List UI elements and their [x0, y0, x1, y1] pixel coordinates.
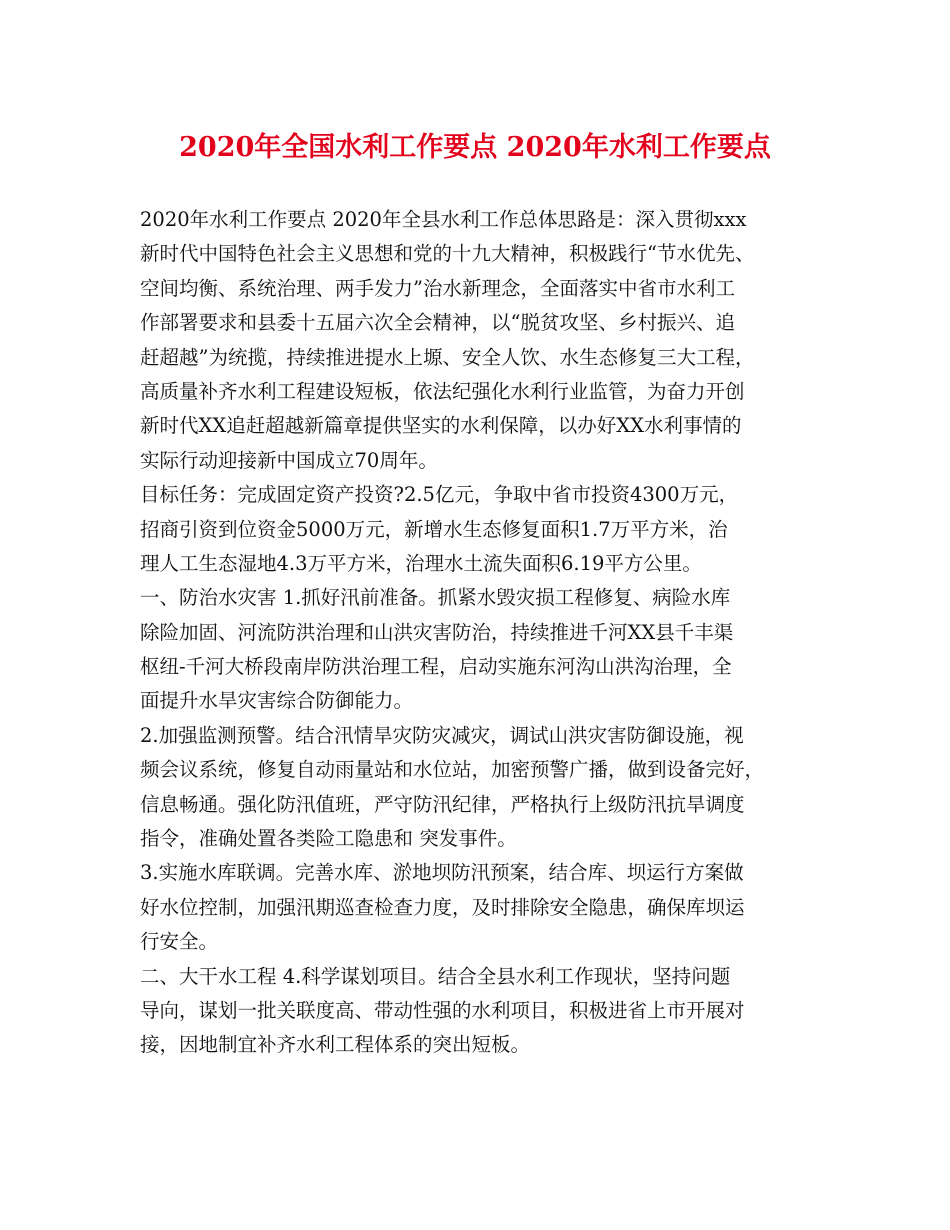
paragraph-line: 新时代中国特色社会主义思想和党的十九大精神，积极践行“节水优先、: [140, 242, 755, 266]
document-title: 2020年全国水利工作要点 2020年水利工作要点: [179, 132, 771, 163]
paragraph-line: 2020年水利工作要点 2020年全县水利工作总体思路是：深入贯彻xxx: [140, 208, 747, 231]
paragraph-line: 一、防治水灾害 1.抓好汛前准备。抓紧水毁灾损工程修复、病险水库: [140, 586, 731, 610]
paragraph-line: 实际行动迎接新中国成立70周年。: [140, 448, 438, 472]
paragraph-line: 空间均衡、系统治理、两手发力”治水新理念，全面落实中省市水利工: [140, 276, 735, 300]
paragraph-line: 新时代XX追赶超越新篇章提供坚实的水利保障，以办好XX水利事情的: [140, 414, 742, 438]
paragraph-line: 面提升水旱灾害综合防御能力。: [140, 689, 414, 713]
paragraph-line: 招商引资到位资金5000万元，新增水生态修复面积1.7万平方米，治: [140, 517, 728, 541]
paragraph-line: 枢纽-千河大桥段南岸防洪治理工程，启动实施东河沟山洪沟治理，全: [140, 655, 732, 679]
paragraph-line: 除险加固、河流防洪治理和山洪灾害防治，持续推进千河XX县千丰渠: [140, 620, 734, 644]
paragraph-line: 理人工生态湿地4.3万平方米，治理水土流失面积6.19平方公里。: [140, 551, 702, 575]
paragraph-line: 高质量补齐水利工程建设短板，依法纪强化水利行业监管，为奋力开创: [140, 379, 745, 403]
paragraph-line: 赶超越”为统揽，持续推进提水上塬、安全人饮、水生态修复三大工程，: [140, 345, 755, 369]
paragraph-line: 频会议系统，修复自动雨量站和水位站，加密预警广播，做到设备完好，: [140, 758, 765, 782]
paragraph-line: 好水位控制，加强汛期巡查检查力度，及时排除安全隐患，确保库坝运: [140, 895, 745, 919]
paragraph-line: 接，因地制宜补齐水利工程体系的突出短板。: [140, 1033, 531, 1057]
paragraph-line: 指令，准确处置各类险工隐患和 突发事件。: [140, 827, 517, 851]
paragraph-line: 信息畅通。强化防汛值班，严守防汛纪律，严格执行上级防汛抗旱调度: [140, 792, 745, 816]
paragraph-line: 作部署要求和县委十五届六次全会精神，以“脱贫攻坚、乡村振兴、追: [140, 311, 735, 335]
paragraph-line: 3.实施水库联调。完善水库、淤地坝防汛预案，结合库、坝运行方案做: [140, 861, 744, 885]
paragraph-line: 导向，谋划一批关联度高、带动性强的水利项目，积极进省上市开展对: [140, 998, 745, 1022]
document-body: [140, 203, 830, 1063]
paragraph-line: 行安全。: [140, 930, 219, 954]
paragraph-line: 二、大干水工程 4.科学谋划项目。结合全县水利工作现状，坚持问题: [140, 964, 731, 988]
paragraph-line: 2.加强监测预警。结合汛情旱灾防灾减灾，调试山洪灾害防御设施，视: [140, 723, 744, 747]
paragraph-line: 目标任务：完成固定资产投资?2.5亿元，争取中省市投资4300万元，: [140, 483, 739, 507]
